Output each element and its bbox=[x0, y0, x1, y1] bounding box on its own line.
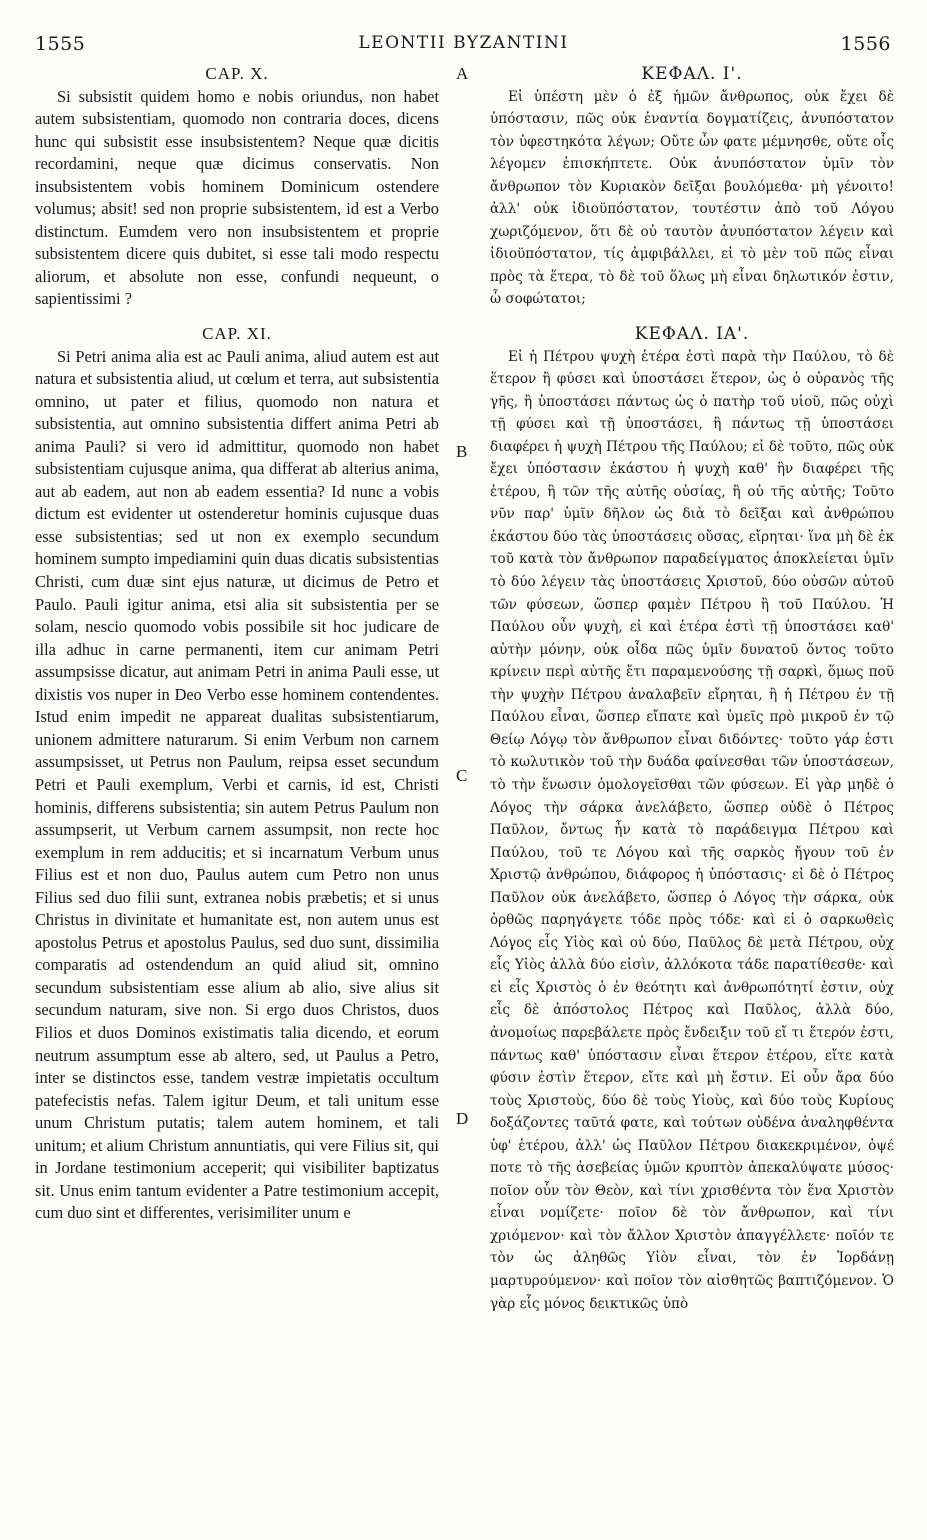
latin-chapter-11-heading: CAP. XI. bbox=[202, 324, 272, 344]
greek-chapter-10-text: Εἰ ὑπέστη μὲν ὁ ἐξ ἡμῶν ἄνθρωπος, οὐκ ἔχει δὲ ὑπόστασιν, πῶς οὐκ ἐναντία δογματίζεις, ἀνυπόστατον τὸν ὑφεστηκότα λέγων; Οὔτε ὧν φατε μέμνησθε, οὔτε οἷς λέγομεν ἐπισκήπτετε. Οὐκ ἀνυπόστατον ὑμῖν τὸν ἄνθρωπον τὸν Κυριακὸν δεῖξαι βουλόμεθα· μὴ γένοιτο! ἀλλ' οὐκ ἰδιοϋπόστατον, τουτέστιν ἀπὸ τοῦ Λόγου χωριζόμενον, ὅτι δὲ οὐ ταυτὸν ἀνυπόστατον λέγειν καὶ ἰδιοϋπόστατον, τίς ἀμφιβάλλει, εἰ τὸ μὲν τοῦ πῶς εἶναι πρὸς τὰ ἕτερα, τὸ δὲ τοῦ ὅλως μὴ εἶναι δηλωτικόν ἐστιν, ὦ σοφώτατοι; bbox=[490, 88, 894, 308]
margin-marker-b: B bbox=[456, 442, 468, 461]
latin-chapter-11-text: Si Petri anima alia est ac Pauli anima, aliud autem est aut natura et subsistentia aliud, ut cœlum et terra, aut subsistentia omnino, ut pater et filius, quomodo non natura et subsistentia, aut omnino subsistentia differt anima Petri ab anima Pauli? si vero id admittitur, quomodo non habet subsistentiam cujusque anima, qua differat ab alterius anima, aut ab eadem, aut non ab eadem essentia? Id nunc a vobis dictum est evidenter ut ostenderetur hominis cujusque duas esse subsistentias; sed ut non ex exemplo secundum hominem sumpto impediamini quin duas dicatis subsistentias Christi, cum duæ sint ejus naturæ, ut dicimus de Petro et Paulo. Pauli igitur anima, etsi alia sit subsistentia per se solam, nescio quomodo vobis possibile sit hoc judicare de illa adhuc in carne permanenti, item cur animam Petri assumpsisse dicatur, aut animam Petri in anima Pauli esse, ut dixistis vos nuper in Deo Verbo esse hominem contendentes. Istud enim impedit ne appareat dualitas subsistentiarum, unionem admittere naturarum. Si enim Verbum non carnem assumpsisset, ut Petrus non Paulum, reipsa esset secundum Petri et Pauli exemplum, Verbi et carnis, id est, Christi hominis, differens subsistentia; sin autem Petrus Paulum non assumpserit, ut Verbum carnem assumpsit, non recte hoc exemplum in rem adducitis; et si incarnatum Verbum unus Filius est et non duo, Paulus autem cum Petro non unus Filius sed duo filii sunt, extranea nobis præbetis; et si unus Christus in divinitate et humanitate est, non autem unus est apostolus Petrus et apostolus Paulus, sed duo sunt, dissimilia comparatis ad ostendendum an quid aliud sit, omnino secundum subsistentiam esse alium ab alio, sive alius sit secundum naturam, sive non. Si ergo duos Christos, duos Filios et duos Dominos existimatis talia dicendo, et eorum neutrum assumptum esse ab altero, sed, ut Paulus a Petro, inter se distinctos esse, tandem vestræ impietatis occultum patefecistis nefas. Talem igitur Deum, et tali unitum esse unum Christum putatis; talem autem hominem, et tali unitum; et alium Christum annuntiatis, qui vere Filius sit, qui in Jordane testimonium acceperit; qui visibiliter baptizatus sit. Unus enim tantum evidenter a Patre testimonium accepit, cum duo sint et differentes, verisimiliter unum e bbox=[35, 346, 439, 1223]
greek-chapter-10-heading: ΚΕΦΑΛ. Ι'. bbox=[641, 64, 743, 84]
margin-marker-d: D bbox=[456, 1109, 469, 1128]
page-number-left: 1555 bbox=[35, 33, 86, 55]
margin-marker-c: C bbox=[456, 766, 468, 785]
greek-column bbox=[490, 63, 894, 1315]
margin-marker-a: A bbox=[456, 64, 469, 83]
greek-chapter-11-text: Εἰ ἡ Πέτρου ψυχὴ ἑτέρα ἐστὶ παρὰ τὴν Παύλου, τὸ δὲ ἕτερον ἢ φύσει καὶ ὑποστάσει ἕτερον, ὡς ὁ οὐρανὸς τῆς γῆς, ἢ ὑποστάσει πάντως ὡς ὁ πατὴρ τοῦ υἱοῦ, πῶς οὐχὶ τῇ φύσει καὶ τῇ ὑποστάσει, ἢ πάντως τῇ ὑποστάσει διαφέρει ἡ ψυχὴ Πέτρου τῆς Παύλου; εἰ δὲ τοῦτο, πῶς οὐκ ἔχει ὑπόστασιν ἑκάστου ἡ ψυχὴ καθ' ἣν διαφέρει τῆς ἑτέρου, ἢ τῶν τῆς αὐτῆς οὐσίας, ἢ οὐ τῆς αὐτῆς; Τοῦτο νῦν παρ' ὑμῖν δῆλον ὡς διὰ τὸ δεῖξαι καὶ ἀνθρώπου ἑκάστου δύο τὰς ὑποστάσεις οὔσας, εἴρηται· ἵνα μὴ δὲ ἐκ τοῦ κατὰ τὸν ἄνθρωπον παραδείγματος ἀποκλείεται ὑμῖν τὸ δύο λέγειν τὰς ὑποστάσεις Χριστοῦ, δύο οὐσῶν αὐτοῦ τῶν φύσεων, ὥσπερ φαμὲν Πέτρου ἢ τοῦ Παύλου. Ἡ Παύλου οὖν ψυχὴ, εἰ καὶ ἑτέρα ἐστὶ τῇ ὑποστάσει καθ' αὑτὴν μόνην, οὐκ οἶδα πῶς ὑμῖν δυνατοῦ ὄντος τοῦτο κρίνειν περὶ αὐτῆς ἔτι παραμενούσης τῇ σαρκὶ, ὅμως ποῦ τὴν ψυχὴν Πέτρου ἀναλαβεῖν εἴρηται, ἢ ἡ Πέτρου ἐν τῇ Παύλου εἶναι, ὥσπερ εἴπατε καὶ ὑμεῖς πρὸ μικροῦ ἐν τῷ Θείῳ Λόγῳ τὸν ἄνθρωπον εἶναι διδόντες· τοῦτο γάρ ἐστι τὸ κωλυτικὸν τοῦ τὴν δυάδα φαίνεσθαι τῶν ὑποστάσεων, τὸ τὴν ἕνωσιν ὁμολογεῖσθαι τῶν φύσεων. Εἰ γὰρ μηδὲ ὁ Λόγος τὴν σάρκα ἀνελάβετο, ὥσπερ οὐδὲ ὁ Πέτρος Παῦλον, ὄντως ἦν κατὰ τὸ παράδειγμα Πέτρου καὶ Παύλου, τοῦ τε Λόγου καὶ τῆς σαρκὸς ἤγουν τοῦ ἐν Χριστῷ ἀνθρώπου, διάφορος ἡ ὑπόστασις· εἰ δὲ ὁ Πέτρος Παῦλον οὐκ ἀνελάβετο, ὥσπερ ὁ Λόγος τὴν σάρκα, οὐκ ὀρθῶς παρηγάγετε τόδε πρὸς τόδε· καὶ εἰ ὁ σαρκωθεὶς Λόγος εἷς Υἱὸς καὶ οὐ δύο, Παῦλος δὲ μετὰ Πέτρου, οὐχ εἷς Υἱὸς ἀλλὰ δύο εἰσὶν, ἀλλόκοτα τάδε παρατίθεσθε· καὶ εἰ εἷς Χριστὸς ὁ ἐν θεότητι καὶ ἀνθρωπότητί ἐστιν, οὐχ εἷς δὲ ἀπόστολος Πέτρος καὶ Παῦλος, ἀλλὰ δύο, ἀνομοίως παρεβάλετε πρὸς ἔνδειξιν τοῦ εἴ τι ἕτερόν ἐστι, πάντως καθ' ὑπόστασιν εἶναι ἕτερον ἑτέρου, εἴτε κατὰ φύσιν ἐστὶν ἕτερον, εἴτε καὶ μὴ ἔστιν. Εἰ οὖν ἄρα δύο τοὺς Χριστοὺς, δύο δὲ τοὺς Υἱοὺς, καὶ δύο τοὺς Κυρίους δοξάζοντες ταῦτά φατε, καὶ τούτων οὐδένα ἀναληφθέντα ὑφ' ἑτέρου, ἀλλ' ὡς Παῦλον Πέτρου διακεκριμένον, ὀψέ ποτε τὸ τῆς ἀσεβείας ὑμῶν κρυπτὸν ἀπεκαλύψατε μύσος· ποῖον οὖν τὸν Θεὸν, καὶ τίνι χρισθέντα τὸν ἕνα Χριστὸν εἶναι νομίζετε· ποῖον δὲ τὸν ἄνθρωπον, καὶ τίνι χριόμενον· καὶ τὸν ἄλλον Χριστὸν ἀπαγγέλλετε· ποῖόν τε τὸν ὡς ἀληθῶς Υἱὸν εἶναι, τὸν ἐν Ἰορδάνῃ μαρτυρούμενον· καὶ ποῖον τὸν αἰσθητῶς βαπτιζόμενον. Ὁ γὰρ εἷς μόνος δεικτικῶς ὑπὸ bbox=[490, 348, 894, 1312]
running-title: LEONTII BYZANTINI bbox=[358, 33, 569, 53]
latin-chapter-10-heading: CAP. X. bbox=[205, 64, 269, 83]
latin-column bbox=[35, 63, 439, 1225]
page-number-right: 1556 bbox=[840, 33, 891, 55]
greek-chapter-11-heading: ΚΕΦΑΛ. ΙΑ'. bbox=[634, 324, 750, 345]
latin-chapter-10-text: Si subsistit quidem homo e nobis oriundus, non habet autem subsistentiam, quomodo non contraria doces, dicens hunc qui subsistit esse insubsistentem? Neque quæ dicitis recordamini, neque quæ dicimus conservatis. Non insubsistentem vobis hominem Dominicum ostendere volumus; absit! sed non proprie subsistentem, id est a Verbo distinctum. Eumdem vero non insubsistentem et proprie subsistentem dicere quis dubitet, si esse tali modo respectu aliorum, et absolute non esse, confundi nequeunt, o sapientissimi ? bbox=[35, 86, 439, 309]
